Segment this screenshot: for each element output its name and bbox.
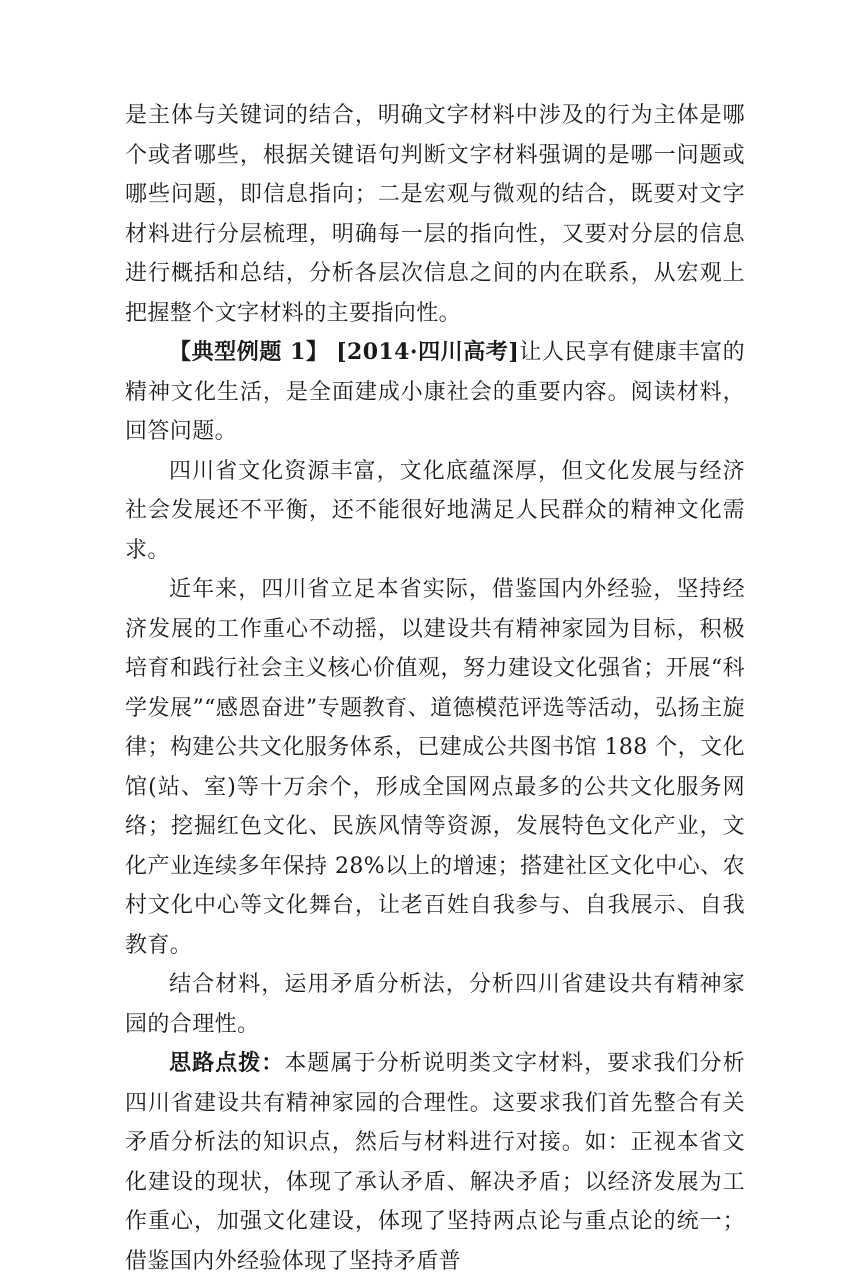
paragraph-material-2: 近年来，四川省立足本省实际，借鉴国内外经验，坚持经济发展的工作重心不动摇，以建设共有精神家园为目标，积极培育和践行社会主义核心价值观，努力建设文化强省；开展“科学发展”“感恩奋进”专题教育、道德模范评选等活动，弘扬主旋律；构建公共文化服务体系，已建成公共图书馆 188 个，文化馆(站、室)等十万余个，形成全国网点最多的公共文化服务网络；挖掘红色文化、民族风情等资源，发展特色文化产业，文化产业连续多年保持 28%以上的增速；搭建社区文化中心、农村文化中心等文化舞台，让老百姓自我参与、自我展示、自我教育。 — [125, 577, 745, 958]
example-source: [2014·四川高考] — [336, 339, 520, 365]
paragraph-method-continued: 是主体与关键词的结合，明确文字材料中涉及的行为主体是哪个或者哪些，根据关键语句判断文字材料强调的是哪一问题或哪些问题，即信息指向；二是宏观与微观的结合，既要对文字材料进行分层梳理，明确每一层的指向性，又要对分层的信息进行概括和总结，分析各层次信息之间的内在联系，从宏观上把握整个文字材料的主要指向性。 — [125, 103, 745, 326]
paragraph-material-1: 四川省文化资源丰富，文化底蕴深厚，但文化发展与经济社会发展还不平衡，还不能很好地满足人民群众的精神文化需求。 — [125, 458, 745, 563]
document-body — [125, 96, 745, 1281]
example-label: 【典型例题 1】 — [169, 339, 329, 365]
hint-label: 思路点拨： — [169, 1050, 285, 1076]
hint-text: 本题属于分析说明类文字材料，要求我们分析四川省建设共有精神家园的合理性。这要求我们首先整合有关矛盾分析法的知识点，然后与材料进行对接。如：正视本省文化建设的现状，体现了承认矛盾、解决矛盾；以经济发展为工作重心，加强文化建设，体现了坚持两点论与重点论的统一；借鉴国内外经验体现了坚持矛盾普 — [125, 1051, 745, 1274]
paragraph-hint — [125, 1044, 745, 1281]
paragraph-task: 结合材料，运用矛盾分析法，分析四川省建设共有精神家园的合理性。 — [125, 972, 745, 1037]
paragraph-example-question — [125, 333, 745, 452]
example-question-text: 让人民享有健康丰富的精神文化生活，是全面建成小康社会的重要内容。阅读材料，回答问题。 — [125, 340, 745, 444]
